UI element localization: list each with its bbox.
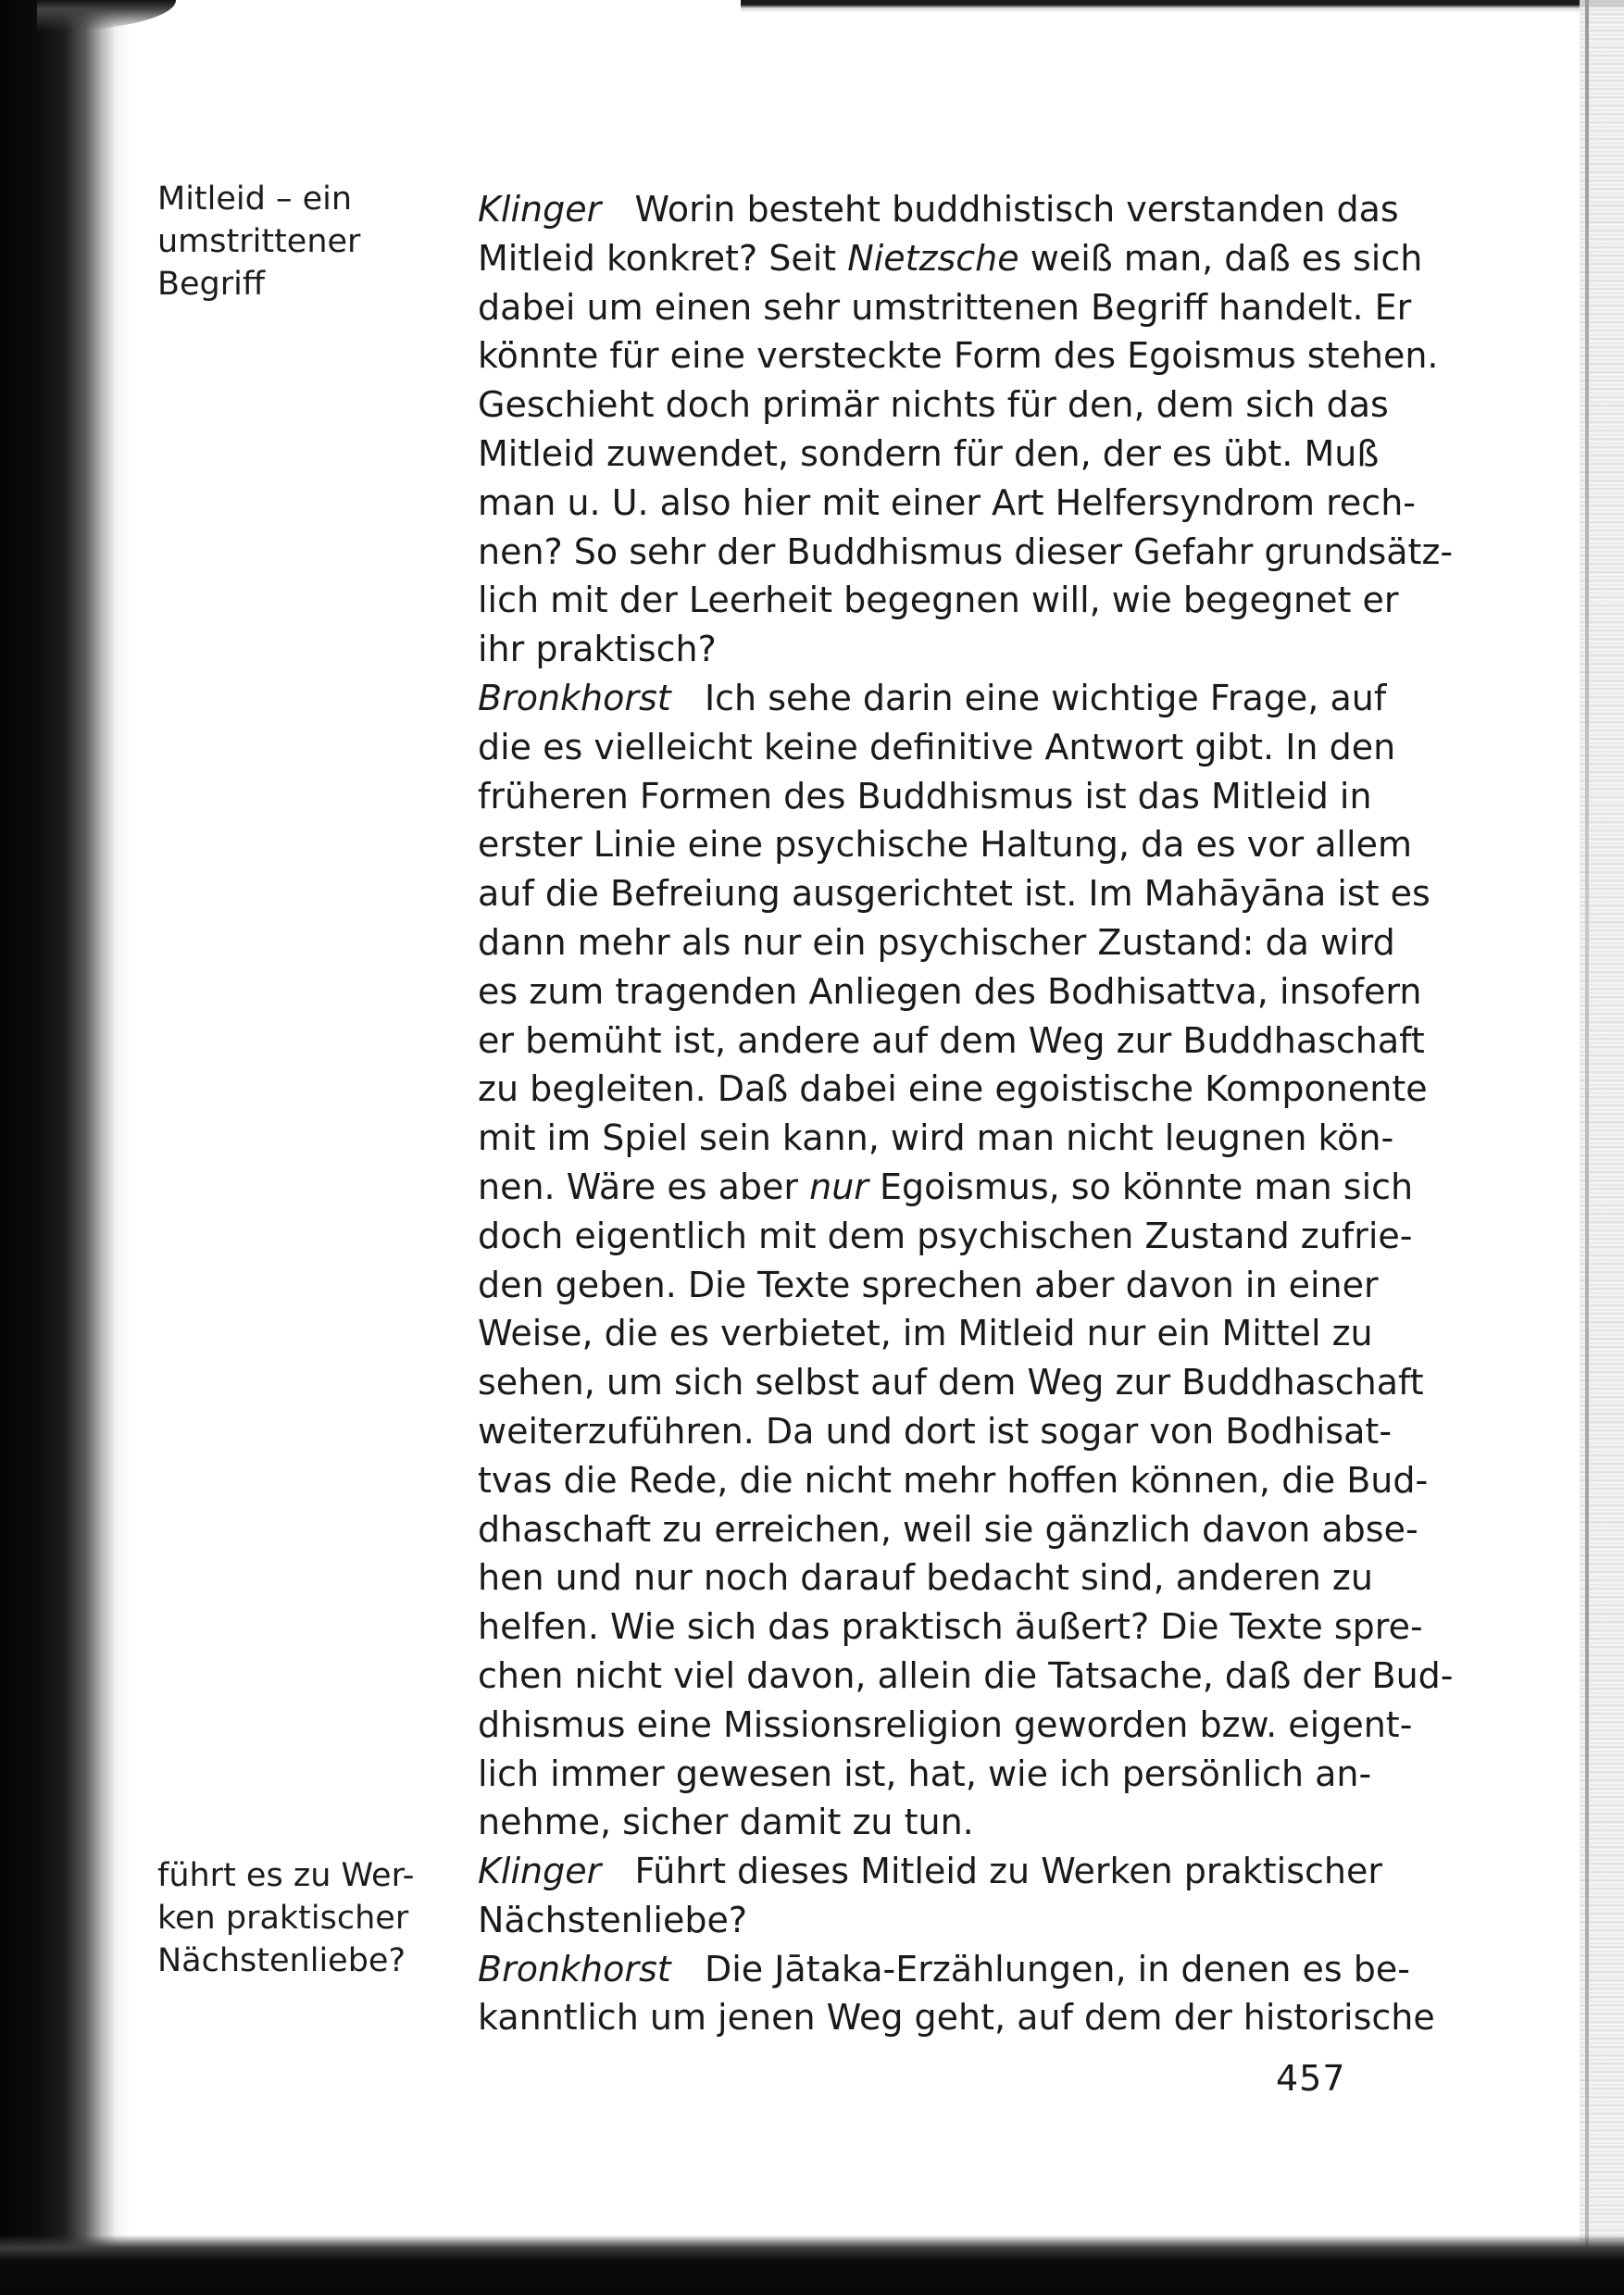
text-line: hen und nur noch darauf bedacht sind, anderen zu [478,1557,1373,1599]
text-line: erster Linie eine psychische Haltung, da es vor allem [478,824,1413,866]
text-line: sehen, um sich selbst auf dem Weg zur Buddhaschaft [478,1362,1424,1403]
binding-shadow-top [37,0,176,31]
text-line: ihr praktisch? [478,629,717,670]
text-line [478,1945,1410,1994]
emphasis-text: nur [809,1166,868,1207]
page-edge-right-line [1585,0,1589,2295]
text-line: er bemüht ist, andere auf dem Weg zur Buddhaschaft [478,1019,1425,1061]
text-line: doch eigentlich mit dem psychischen Zustand zufrie- [478,1215,1413,1256]
text-line [478,674,1387,723]
text-line [478,234,1423,283]
margin-note-naechstenliebe [157,1854,435,1982]
text-line: lich immer gewesen ist, hat, wie ich persönlich an- [478,1752,1372,1794]
page-number: 457 [1276,2058,1346,2099]
speaker-label: Klinger [478,189,602,230]
text-line: dabei um einen sehr umstrittenen Begriff handelt. Er [478,286,1412,328]
text-line: mit im Spiel sein kann, wird man nicht leugnen kön- [478,1117,1394,1159]
text-line: tvas die Rede, die nicht mehr hoffen können, die Bud- [478,1459,1429,1501]
margin-note-mitleid [157,178,435,306]
text-segment: nen. Wäre es aber [478,1166,810,1207]
text-line: die es vielleicht keine definitive Antwort gibt. In den [478,726,1396,767]
body-text [478,185,1454,2042]
text-line [478,1163,1414,1212]
margin-note-line: Begriff [157,266,265,303]
text-line: früheren Formen des Buddhismus ist das Mitleid in [478,775,1372,817]
text-segment: Worin besteht buddhistisch verstanden das [634,189,1399,230]
margin-note-line: ken praktischer [157,1900,409,1937]
margin-note-line: Nächstenliebe? [157,1942,406,1979]
text-segment: Ich sehe darin eine wichtige Frage, auf [704,677,1387,718]
text-line: auf die Befreiung ausgerichtet ist. Im Mahāyāna ist es [478,873,1430,915]
emphasis-text: Nietzsche [847,237,1019,279]
text-line: den geben. Die Texte sprechen aber davon in einer [478,1264,1379,1305]
text-line: zu begleiten. Daß dabei eine egoistische Komponente [478,1068,1428,1110]
margin-note-line: umstrittener [157,223,361,260]
bottom-edge [0,2235,1624,2295]
text-line: dhaschaft zu erreichen, weil sie gänzlich davon abse- [478,1508,1418,1550]
text-segment: Egoismus, so könnte man sich [868,1166,1414,1207]
text-line: kanntlich um jenen Weg geht, auf dem der historische [478,1997,1435,2039]
text-line: nen? So sehr der Buddhismus dieser Gefahr grundsätz- [478,530,1454,572]
text-line: Nächstenliebe? [478,1899,748,1940]
text-line: weiterzuführen. Da und dort ist sogar von Bodhisat- [478,1410,1393,1452]
text-line [478,1847,1383,1896]
text-line: dann mehr als nur ein psychischer Zustand: da wird [478,921,1395,963]
text-line: chen nicht viel davon, allein die Tatsache, daß der Bud- [478,1654,1454,1696]
margin-note-line: führt es zu Wer- [157,1857,415,1894]
text-segment: Die Jātaka-Erzählungen, in denen es be- [704,1948,1410,1989]
text-segment: Mitleid konkret? Seit [478,237,848,279]
text-line: Mitleid zuwendet, sondern für den, der es übt. Muß [478,432,1380,474]
text-line [478,185,1399,234]
text-line: man u. U. also hier mit einer Art Helfersyndrom rech- [478,481,1416,523]
text-line: Weise, die es verbietet, im Mitleid nur ein Mittel zu [478,1313,1373,1354]
text-line: helfen. Wie sich das praktisch äußert? Die Texte spre- [478,1606,1423,1648]
text-line: es zum tragenden Anliegen des Bodhisattva, insofern [478,970,1422,1012]
text-line: nehme, sicher damit zu tun. [478,1802,974,1843]
text-line: könnte für eine versteckte Form des Egoismus stehen. [478,335,1439,377]
text-segment: weiß man, daß es sich [1018,237,1423,279]
binding-shadow [0,0,130,2295]
speaker-label: Bronkhorst [478,677,671,718]
margin-note-line: Mitleid – ein [157,181,353,218]
text-segment: Führt dieses Mitleid zu Werken praktischer [634,1851,1383,1892]
top-edge [741,0,1624,13]
text-line: dhismus eine Missionsreligion geworden bzw. eigent- [478,1703,1413,1745]
text-line: Geschieht doch primär nichts für den, dem sich das [478,384,1389,426]
speaker-label: Bronkhorst [478,1948,671,1989]
text-line: lich mit der Leerheit begegnen will, wie begegnet er [478,580,1399,621]
speaker-label: Klinger [478,1851,602,1892]
